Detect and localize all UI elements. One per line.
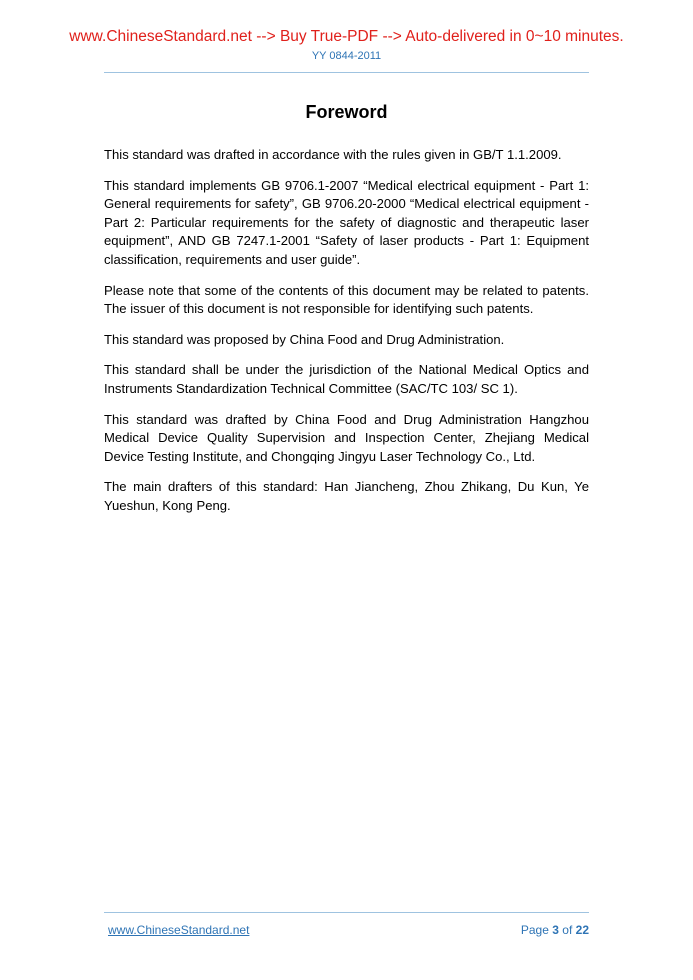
paragraph-drafting-rules: This standard was drafted in accordance with the rules given in GB/T 1.1.2009. (104, 147, 562, 162)
paragraph-drafted-by: This standard was drafted by China Food and Drug Administration Hangzhou Medical Device Quality Supervision and Inspection Center, Zhejiang Medical Device Testing Institute, and Chongqing Jingyu Laser Technology Co., Ltd. (104, 411, 589, 464)
page-total: 22 (575, 923, 589, 937)
paragraph-patents: Please note that some of the contents of this document may be related to patents. The issuer of this document is not responsible for identifying such patents. (104, 282, 589, 317)
page-number (521, 923, 589, 937)
paragraph-proposed-by: This standard was proposed by China Food and Drug Administration. (104, 331, 505, 347)
foreword-body (104, 146, 589, 528)
paragraph-main-drafters: The main drafters of this standard: Han Jiancheng, Zhou Zhikang, Du Kun, Ye Yueshun, Kong Peng. (104, 479, 589, 513)
header-divider (104, 72, 589, 73)
footer-site-link[interactable]: www.ChineseStandard.net (108, 923, 250, 937)
promo-banner[interactable]: www.ChineseStandard.net --> Buy True-PDF --> Auto-delivered in 0~10 minutes. (69, 28, 624, 45)
footer-divider (104, 912, 589, 913)
page-of: of (562, 923, 573, 937)
document-id: YY 0844-2011 (311, 50, 382, 62)
page-word: Page (520, 923, 549, 937)
paragraph-implements: This standard implements GB 9706.1-2007 “Medical electrical equipment - Part 1: General requirements for safety”, GB 9706.20-2000 “Medical electrical equipment - Part 2: Particular requirements for the safety of diagnostic and therapeutic laser equipment”, AND GB 7247.1-2001 “Safety of laser products - Part 1: Equipment classification, requirements and user guide”. (104, 177, 589, 267)
page-current: 3 (552, 923, 559, 937)
paragraph-jurisdiction: This standard shall be under the jurisdiction of the National Medical Optics and Instruments Standardization Technical Committee (SAC/TC 103/ SC 1). (104, 362, 589, 396)
page-title: Foreword (305, 102, 388, 122)
